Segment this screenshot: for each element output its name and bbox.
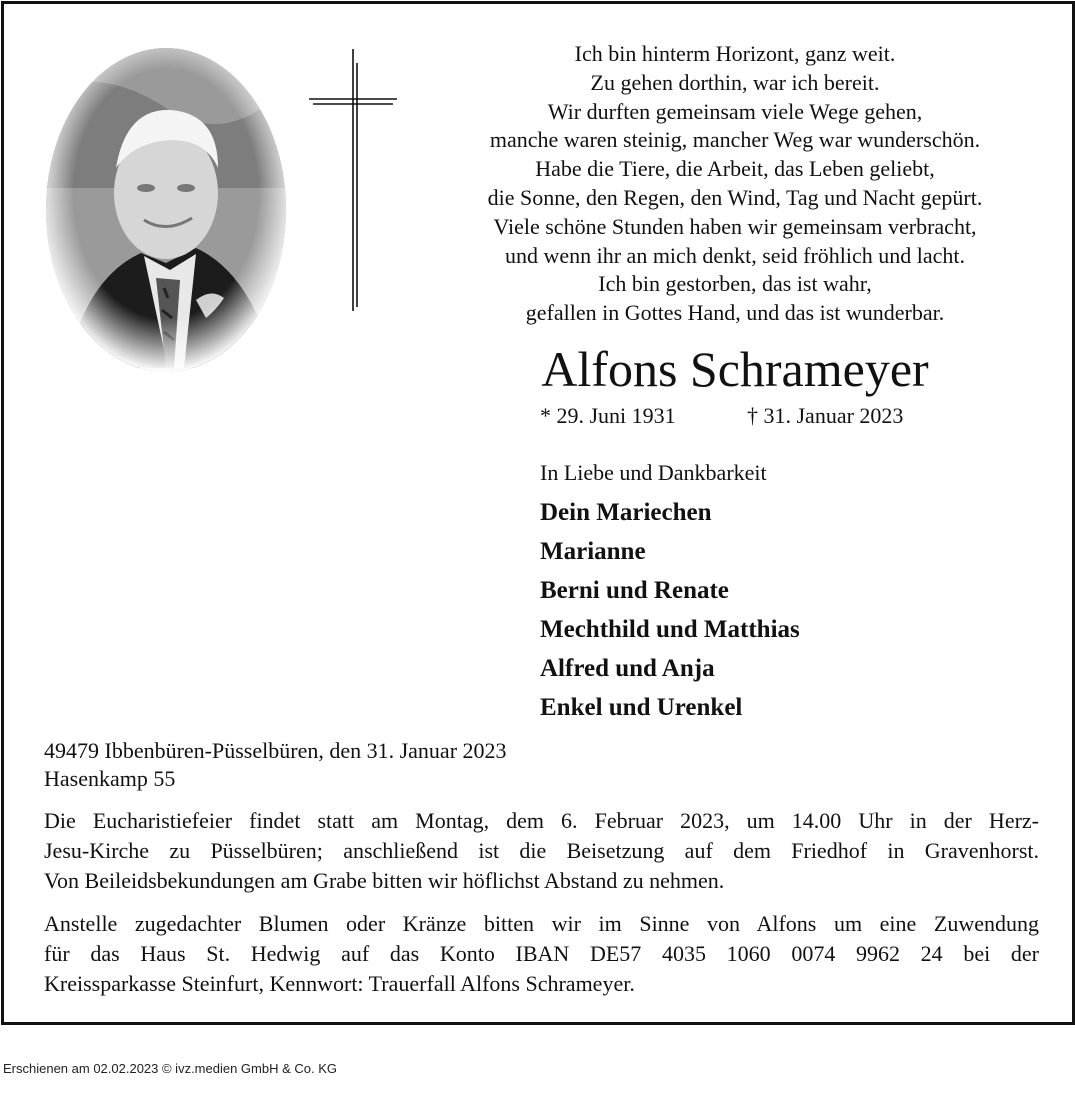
mourner: Alfred und Anja (540, 655, 715, 682)
poem-line: und wenn ihr an mich denkt, seid fröhlich und lacht. (504, 242, 966, 268)
obituary-notice (1, 1, 1075, 1025)
poem-line: Wir durften gemeinsam viele Wege gehen, (547, 98, 923, 124)
birth-date: * 29. Juni 1931 (540, 403, 676, 428)
poem-line: manche waren steinig, mancher Weg war wunderschön. (489, 127, 981, 153)
funeral-paragraph (44, 806, 1039, 896)
poem-line: Zu gehen dorthin, war ich bereit. (590, 69, 880, 95)
portrait-photo (46, 48, 286, 372)
paragraph-line: Von Beileidsbekundungen am Grabe bitten wir höflichst Abstand zu nehmen. (44, 868, 725, 893)
mourner: Berni und Renate (540, 577, 729, 604)
paragraph-line: für das Haus St. Hedwig auf das Konto IBAN DE57 4035 1060 0074 9962 24 bei der (44, 941, 1039, 966)
mourners-list (540, 493, 800, 727)
address-block (44, 737, 507, 793)
poem-line: Habe die Tiere, die Arbeit, das Leben geliebt, (535, 156, 935, 182)
mourner: Mechthild und Matthias (540, 616, 800, 643)
cross-icon (309, 49, 397, 311)
poem-line: Viele schöne Stunden haben wir gemeinsam verbracht, (493, 213, 977, 239)
street-address: Hasenkamp 55 (44, 766, 176, 791)
poem (400, 40, 1070, 328)
place-date: 49479 Ibbenbüren-Püsselbüren, den 31. Januar 2023 (44, 738, 507, 763)
publication-footer: Erschienen am 02.02.2023 © ivz.medien GmbH & Co. KG (3, 1061, 338, 1076)
paragraph-line: Anstelle zugedachter Blumen oder Kränze bitten wir im Sinne von Alfons um eine Zuwendung (44, 911, 1039, 936)
mourner: Dein Mariechen (540, 499, 712, 526)
poem-line: Ich bin gestorben, das ist wahr, (598, 271, 872, 297)
deceased-name: Alfons Schrameyer (541, 341, 929, 397)
death-date: † 31. Januar 2023 (747, 403, 904, 428)
paragraph-line: Kreissparkasse Steinfurt, Kennwort: Trauerfall Alfons Schrameyer. (44, 971, 635, 996)
paragraph-line: Jesu-Kirche zu Püsselbüren; anschließend ist die Beisetzung auf dem Friedhof in Gravenhorst. (44, 838, 1039, 863)
donation-paragraph (44, 909, 1039, 999)
paragraph-line: Die Eucharistiefeier findet statt am Montag, dem 6. Februar 2023, um 14.00 Uhr in der Herz- (44, 808, 1039, 833)
poem-line: gefallen in Gottes Hand, und das ist wunderbar. (525, 300, 945, 326)
mourning-intro: In Liebe und Dankbarkeit (540, 460, 767, 485)
mourner: Enkel und Urenkel (540, 694, 743, 721)
poem-line: Ich bin hinterm Horizont, ganz weit. (574, 41, 896, 66)
poem-line: die Sonne, den Regen, den Wind, Tag und Nacht gepürt. (487, 184, 983, 210)
mourner: Marianne (540, 538, 646, 565)
